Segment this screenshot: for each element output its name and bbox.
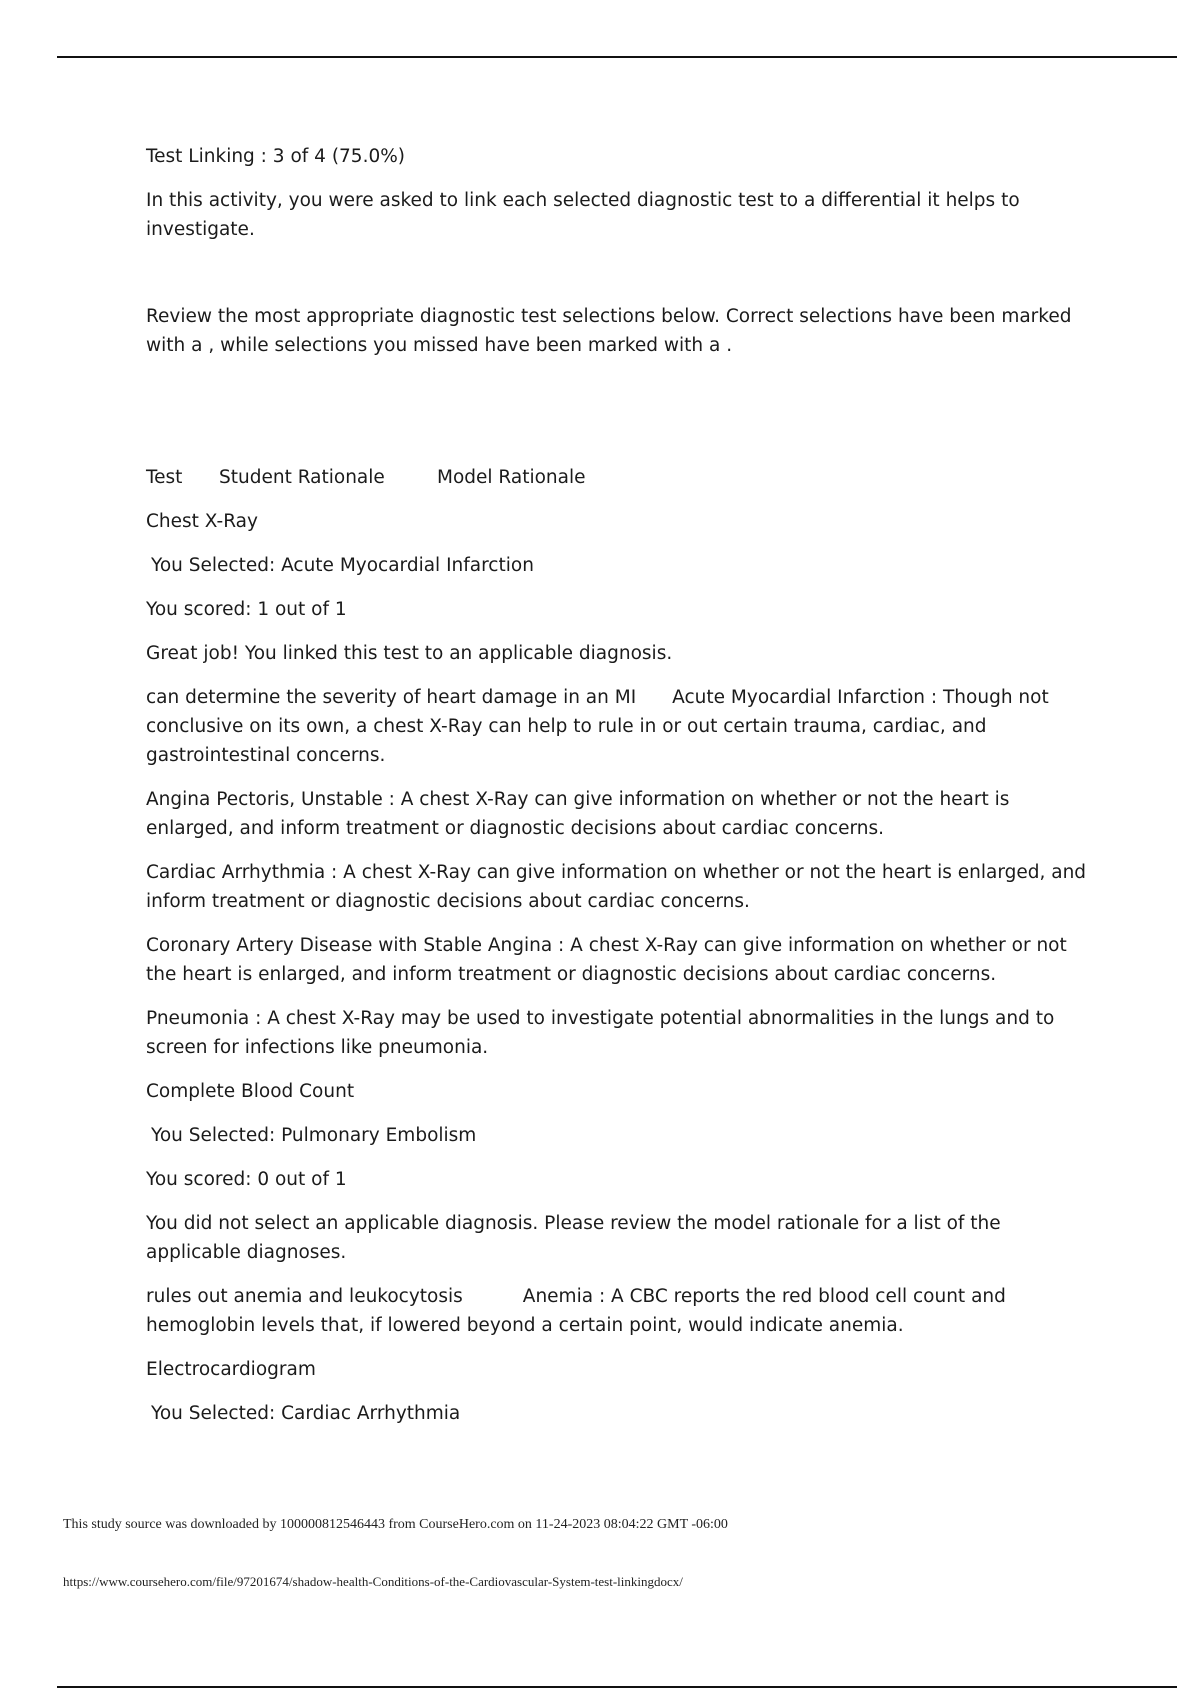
review-text: Review the most appropriate diagnostic test selections below. Correct selections have been marked with a , while selections you missed have been marked with a . [146,306,1072,356]
student-rationale: can determine the severity of heart damage in an MI [146,687,637,708]
model-rationale: Cardiac Arrhythmia : A chest X-Ray can give information on whether or not the heart is enlarged, and inform treatment or diagnostic decisions about cardiac concerns. [146,862,1087,912]
feedback-text: Great job! You linked this test to an applicable diagnosis. [146,643,673,664]
test-name: Electrocardiogram [146,1359,316,1380]
column-header-model-rationale: Model Rationale [437,467,586,488]
column-headers [146,463,1091,492]
intro-text: In this activity, you were asked to link each selected diagnostic test to a differential it helps to investigate. [146,190,1020,240]
model-rationale: Acute Myocardial Infarction : Though not conclusive on its own, a chest X-Ray can help to rule in or out certain trauma, cardiac, and gastrointestinal concerns. [146,687,1049,766]
page-title: Test Linking : 3 of 4 (75.0%) [146,146,406,167]
document-body [146,142,1091,1443]
rationale-row [146,1282,1091,1340]
test-name: Chest X-Ray [146,511,258,532]
score-text: You scored: 1 out of 1 [146,599,347,620]
column-header-student-rationale: Student Rationale [219,467,385,488]
model-rationale: Angina Pectoris, Unstable : A chest X-Ray can give information on whether or not the heart is enlarged, and inform treatment or diagnostic decisions about cardiac concerns. [146,789,1010,839]
source-url[interactable]: https://www.coursehero.com/file/97201674/shadow-health-Conditions-of-the-Cardiovascular-System-test-linkingdocx/ [63,1574,683,1589]
test-name: Complete Blood Count [146,1081,355,1102]
selected-diagnosis: You Selected: Acute Myocardial Infarction [151,555,534,576]
column-header-test: Test [146,467,183,488]
model-rationale: Coronary Artery Disease with Stable Angina : A chest X-Ray can give information on whether or not the heart is enlarged, and inform treatment or diagnostic decisions about cardiac concerns. [146,935,1067,985]
score-text: You scored: 0 out of 1 [146,1169,347,1190]
rationale-row [146,683,1091,770]
model-rationale: Anemia : A CBC reports the red blood cell count and hemoglobin levels that, if lowered beyond a certain point, would indicate anemia. [146,1286,1006,1336]
download-notice: This study source was downloaded by 100000812546443 from CourseHero.com on 11-24-2023 08:04:22 GMT -06:00 [63,1517,728,1532]
model-rationale: Pneumonia : A chest X-Ray may be used to investigate potential abnormalities in the lungs and to screen for infections like pneumonia. [146,1008,1055,1058]
bottom-rule [57,1686,1177,1688]
feedback-text: You did not select an applicable diagnosis. Please review the model rationale for a list of the applicable diagnoses. [146,1213,1001,1263]
selected-diagnosis: You Selected: Pulmonary Embolism [151,1125,477,1146]
selected-diagnosis: You Selected: Cardiac Arrhythmia [151,1403,461,1424]
top-rule [57,56,1177,58]
student-rationale: rules out anemia and leukocytosis [146,1286,463,1307]
